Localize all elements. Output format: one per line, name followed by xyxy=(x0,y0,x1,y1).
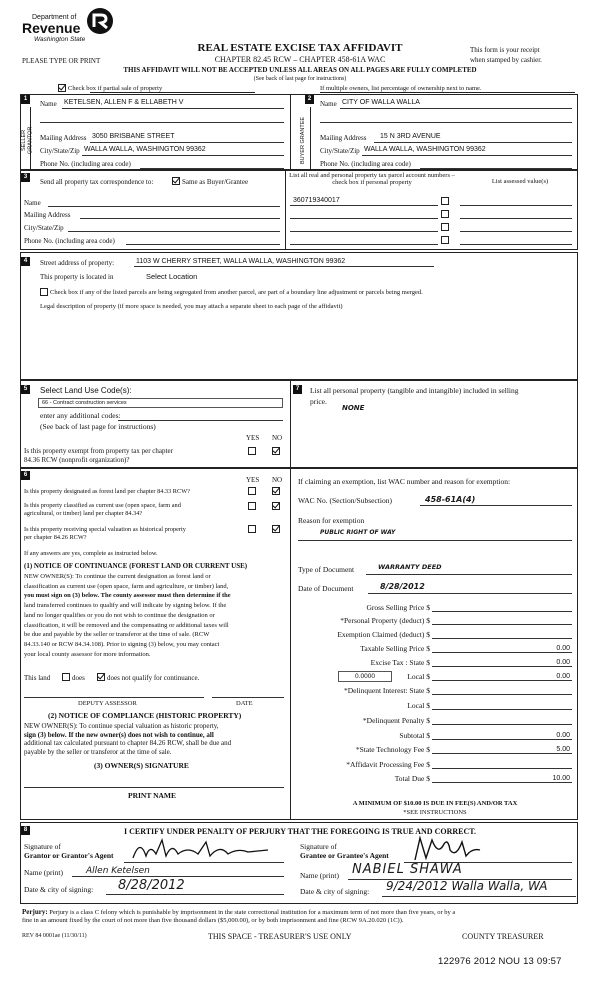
current-use-question-1: Is this property classified as current use (open space, farm and xyxy=(24,502,181,509)
notice1-line: 84.33.140 or RCW 84.34.108). Prior to signing (3) below, you may contact xyxy=(24,640,220,648)
parcel-1-personal-checkbox[interactable] xyxy=(441,197,449,205)
doc-date-label: Date of Document xyxy=(298,584,354,593)
historic-question-1: Is this property receiving special valuation as historical property xyxy=(24,526,186,533)
form-subtitle: CHAPTER 82.45 RCW – CHAPTER 458-61A WAC xyxy=(214,55,386,64)
total-due-label: Total Due $ xyxy=(394,774,430,783)
land-does-not-checkbox[interactable] xyxy=(97,673,105,681)
county-treasurer: COUNTY TREASURER xyxy=(462,932,544,941)
location-select[interactable]: Select Location xyxy=(146,272,198,281)
buyer-mail[interactable]: 15 N 3RD AVENUE xyxy=(380,133,441,140)
notice1-line: be due and payable by the seller or transferor at the time of sale. (RCW xyxy=(24,631,210,639)
grantor-date-label: Date & city of signing: xyxy=(24,885,94,894)
notice-continuance-text xyxy=(24,572,231,659)
legal-description-label: Legal description of property (if more space is needed, you may attach a separate sheet to each page of the affidavit) xyxy=(40,303,343,310)
parcel-4-personal-checkbox[interactable] xyxy=(441,236,449,244)
corr-phone-label: Phone No. (including area code) xyxy=(24,237,115,245)
section-6-number: 6 xyxy=(21,471,30,480)
reason-value[interactable]: PUBLIC RIGHT OF WAY xyxy=(320,529,396,536)
parcel-3-personal-checkbox[interactable] xyxy=(441,223,449,231)
agency-line1: Department of xyxy=(32,14,77,21)
grantor-signature[interactable] xyxy=(128,836,278,864)
perjury-notice xyxy=(22,908,455,916)
if-yes-note: If any answers are yes, complete as instructed below. xyxy=(24,550,158,557)
exemption-deduct-label: Exemption Claimed (deduct) $ xyxy=(337,630,430,639)
same-as-buyer-checkbox[interactable] xyxy=(172,177,180,185)
delinquent-local-label: Local $ xyxy=(407,701,430,710)
partial-sale-checkbox[interactable] xyxy=(58,84,66,92)
land-use-select[interactable]: 66 - Contract construction services xyxy=(38,398,283,408)
section-5-number: 5 xyxy=(21,385,30,394)
notice1-line: land transferred continues to qualify and will indicate by signing below. If the xyxy=(24,602,227,610)
buyer-mail-label: Mailing Address xyxy=(320,134,367,142)
grantor-print-label: Name (print) xyxy=(24,868,63,877)
section-3-number: 3 xyxy=(21,173,30,182)
delinquent-penalty-label: *Delinquent Penalty $ xyxy=(362,716,430,725)
doc-type-value[interactable]: WARRANTY DEED xyxy=(378,563,442,571)
land-does-label: does xyxy=(72,674,85,682)
doc-type-label: Type of Document xyxy=(298,565,355,574)
see-back-header: (See back of last page for instructions) xyxy=(253,76,347,82)
personal-deduct-label: *Personal Property (deduct) $ xyxy=(340,616,430,625)
excise-state-value[interactable]: 0.00 xyxy=(556,659,570,666)
print-note: PLEASE TYPE OR PRINT xyxy=(22,57,101,65)
current-use-no-checkbox[interactable] xyxy=(272,502,280,510)
grantee-sig-label-1: Signature of xyxy=(300,842,337,851)
grantee-date[interactable]: 9/24/2012 Walla Walla, WA xyxy=(386,879,548,893)
segregated-checkbox[interactable] xyxy=(40,288,48,296)
excise-local-label: Local $ xyxy=(407,672,430,681)
buyer-name[interactable]: CITY OF WALLA WALLA xyxy=(342,99,420,106)
buyer-phone-label: Phone No. (including area code) xyxy=(320,160,411,168)
buyer-city-label: City/State/Zip xyxy=(320,147,360,155)
receipt-line1: This form is your receipt xyxy=(470,46,540,54)
notice1-line: land no longer qualifies or you do not wish to continue the designation or xyxy=(24,611,215,619)
total-due-value[interactable]: 10.00 xyxy=(552,775,570,782)
perjury-text: Perjury is a class C felony which is punishable by imprisonment in the state correctional institution for a maximum term of not more than five years, or by a xyxy=(49,909,456,916)
subtotal-value[interactable]: 0.00 xyxy=(556,732,570,739)
historic-question-2: per chapter 84.26 RCW? xyxy=(24,534,87,541)
wac-value[interactable]: 458-61A(4) xyxy=(425,495,476,504)
same-as-buyer-label: Same as Buyer/Grantee xyxy=(182,178,249,186)
grantee-signature[interactable] xyxy=(410,834,490,864)
assessed-values-header: List assessed value(s) xyxy=(491,178,549,185)
notice2-line: additional tax calculated pursuant to chapter 84.26 RCW, shall be due and xyxy=(24,739,232,747)
exempt-question-1: Is this property exempt from property tax per chapter xyxy=(24,447,173,455)
minimum-due-note: A MINIMUM OF $10.00 IS DUE IN FEE(S) AND/OR TAX xyxy=(352,800,518,807)
notice2-line: NEW OWNER(S): To continue special valuation as historic property, xyxy=(24,722,219,730)
buyer-name-label: Name xyxy=(320,100,337,108)
notice1-line: you must sign on (3) below. The county assessor must then determine if the xyxy=(24,592,231,600)
historic-no-checkbox[interactable] xyxy=(272,525,280,533)
excise-local-value[interactable]: 0.00 xyxy=(556,673,570,680)
buyer-side-label: BUYER GRANTEE xyxy=(300,116,306,164)
agency-line2: Revenue xyxy=(22,20,81,36)
excise-state-label: Excise Tax : State $ xyxy=(370,658,430,667)
exempt-yes-checkbox[interactable] xyxy=(248,447,256,455)
corr-mail-label: Mailing Address xyxy=(24,211,71,219)
personal-property-line1: List all personal property (tangible and intangible) included in selling xyxy=(310,386,519,395)
processing-fee-label: *Affidavit Processing Fee $ xyxy=(346,760,430,769)
seller-mail[interactable]: 3050 BRISBANE STREET xyxy=(92,133,175,140)
agency-line3: Washington State xyxy=(34,36,86,43)
revenue-emblem-icon xyxy=(86,7,114,35)
section-8-number: 8 xyxy=(21,826,30,835)
sec5-yes: YES xyxy=(246,434,260,442)
gross-price-label: Gross Selling Price $ xyxy=(366,603,430,612)
sec5-no: NO xyxy=(272,434,283,442)
personal-property-value[interactable]: NONE xyxy=(342,404,365,412)
parcel-number[interactable]: 360719340017 xyxy=(293,197,340,204)
street-address-label: Street address of property: xyxy=(40,259,115,267)
owner-signature-label: (3) OWNER(S) SIGNATURE xyxy=(94,761,189,770)
land-does-checkbox[interactable] xyxy=(62,673,70,681)
land-does-not-label: does not qualify for continuance. xyxy=(107,674,200,682)
grantor-sig-label-1: Signature of xyxy=(24,842,61,851)
forest-yes-checkbox[interactable] xyxy=(248,487,256,495)
grantor-sig-label-2: Grantor or Grantor's Agent xyxy=(24,851,114,860)
seller-city-label: City/State/Zip xyxy=(40,147,80,155)
grantor-date[interactable]: 8/28/2012 xyxy=(118,878,185,893)
tech-fee-label: *State Technology Fee $ xyxy=(355,745,430,754)
forest-question: Is this property designated as forest land per chapter 84.33 RCW? xyxy=(24,488,190,495)
notice1-line: NEW OWNER(S): To continue the current designation as forest land or xyxy=(24,573,211,580)
grantee-sig-label-2: Grantee or Grantee's Agent xyxy=(300,851,389,860)
section-7-number: 7 xyxy=(293,385,302,394)
receipt-stamp: 122976 2012 NOU 13 09:57 xyxy=(438,956,562,967)
form-title: REAL ESTATE EXCISE TAX AFFIDAVIT xyxy=(197,42,403,54)
street-address[interactable]: 1103 W CHERRY STREET, WALLA WALLA, WASHINGTON 99362 xyxy=(136,258,346,265)
corr-city-label: City/State/Zip xyxy=(24,224,64,232)
sec6-yes: YES xyxy=(246,476,260,484)
section-2-number: 2 xyxy=(305,95,314,104)
section-4-number: 4 xyxy=(21,257,30,266)
seller-side-label: SELLER GRANTOR xyxy=(21,126,34,154)
certify-statement: I CERTIFY UNDER PENALTY OF PERJURY THAT THE FOREGOING IS TRUE AND CORRECT. xyxy=(123,827,476,836)
delinquent-state-label: *Delinquent Interest: State $ xyxy=(343,686,430,695)
exempt-no-checkbox[interactable] xyxy=(272,447,280,455)
multiple-owners-note: If multiple owners, list percentage of ownership next to name. xyxy=(320,85,482,92)
seller-name[interactable]: KETELSEN, ALLEN F & ELLABETH V xyxy=(64,99,184,106)
grantee-date-label: Date & city of signing: xyxy=(300,887,370,896)
historic-yes-checkbox[interactable] xyxy=(248,525,256,533)
deputy-assessor-label: DEPUTY ASSESSOR xyxy=(78,700,137,707)
receipt-line2: when stamped by cashier. xyxy=(470,56,542,64)
form-warning: THIS AFFIDAVIT WILL NOT BE ACCEPTED UNLESS ALL AREAS ON ALL PAGES ARE FULLY COMPLETED xyxy=(123,66,477,74)
section-4-box xyxy=(20,252,578,380)
exempt-question-2: 84.36 RCW (nonprofit organization)? xyxy=(24,456,130,464)
exemption-claim-label: If claiming an exemption, list WAC number and reason for exemption: xyxy=(298,477,511,486)
additional-codes-label: enter any additional codes: xyxy=(40,411,121,420)
notice1-line: classification as current use (open space, farm and agriculture, or timber) land, xyxy=(24,582,229,590)
seller-name-label: Name xyxy=(40,100,57,108)
grantee-print-label: Name (print) xyxy=(300,871,339,880)
reason-label: Reason for exemption xyxy=(298,516,365,525)
seller-city[interactable]: WALLA WALLA, WASHINGTON 99362 xyxy=(84,146,206,153)
notice-compliance-title: (2) NOTICE OF COMPLIANCE (HISTORIC PROPERTY) xyxy=(48,711,242,720)
seller-mail-label: Mailing Address xyxy=(40,134,87,142)
taxable-price-label: Taxable Selling Price $ xyxy=(360,644,430,653)
personal-property-line2: price. xyxy=(310,397,327,406)
seller-phone-label: Phone No. (including area code) xyxy=(40,160,131,168)
parcel-accounts-header: List all real and personal property tax parcel account numbers – check box if personal property xyxy=(289,172,455,187)
revenue-logo xyxy=(22,5,117,47)
grantee-print-name[interactable]: NABIEL SHAWA xyxy=(352,862,463,877)
partial-sale-label: Check box if partial sale of property xyxy=(68,85,163,92)
located-in-label: This property is located in xyxy=(40,273,114,281)
section-1-number: 1 xyxy=(21,95,30,104)
notice-compliance-text xyxy=(24,722,231,756)
notice2-line: payable by the seller or transferor at the time of sale. xyxy=(24,747,172,756)
taxable-price-value[interactable]: 0.00 xyxy=(556,645,570,652)
local-rate-input[interactable]: 0.0000 xyxy=(338,671,392,682)
form-revision: REV 84 0001ae (11/30/11) xyxy=(22,933,87,939)
subtotal-label: Subtotal $ xyxy=(399,731,430,740)
assessor-date-label: DATE xyxy=(236,700,253,707)
segregated-label: Check box if any of the listed parcels are being segregated from another parcel, are part of a boundary line adjustment or parcels being merged. xyxy=(50,289,423,296)
wac-label: WAC No. (Section/Subsection) xyxy=(298,496,392,505)
buyer-city[interactable]: WALLA WALLA, WASHINGTON 99362 xyxy=(364,146,486,153)
perjury-text-2: fine in an amount fixed by the court of not more than five thousand dollars ($5,000.00), or by both imprisonment and fine (RCW 9A.20.020 (1C)). xyxy=(22,917,404,924)
current-use-yes-checkbox[interactable] xyxy=(248,502,256,510)
see-instructions-note: *SEE INSTRUCTIONS xyxy=(403,809,467,816)
corr-name-label: Name xyxy=(24,199,41,207)
perjury-label: Perjury: xyxy=(22,908,48,916)
grantor-print-name[interactable]: Allen Ketelsen xyxy=(86,866,150,876)
treasurer-space: THIS SPACE - TREASURER'S USE ONLY xyxy=(208,932,352,941)
forest-no-checkbox[interactable] xyxy=(272,487,280,495)
land-use-label: Select Land Use Code(s): xyxy=(40,386,132,395)
current-use-question-2: agricultural, or timber) land per chapter 84.34? xyxy=(24,510,143,517)
notice-continuance-title: (1) NOTICE OF CONTINUANCE (FOREST LAND OR CURRENT USE) xyxy=(24,562,248,570)
land-use-see-back: (See back of last page for instructions) xyxy=(40,422,156,431)
notice1-line: classification, it will be removed and the compensating or additional taxes will xyxy=(24,621,229,629)
send-correspondence-label: Send all property tax correspondence to: xyxy=(40,178,154,186)
parcel-2-personal-checkbox[interactable] xyxy=(441,210,449,218)
tech-fee-value[interactable]: 5.00 xyxy=(556,746,570,753)
notice1-line: your local county assessor for more information. xyxy=(24,650,151,658)
this-land-label: This land xyxy=(24,674,51,682)
sec6-no: NO xyxy=(272,476,283,484)
print-name-label: PRINT NAME xyxy=(128,791,176,800)
doc-date-value[interactable]: 8/28/2012 xyxy=(380,582,425,591)
notice2-line: sign (3) below. If the new owner(s) does not wish to continue, all xyxy=(24,730,214,739)
